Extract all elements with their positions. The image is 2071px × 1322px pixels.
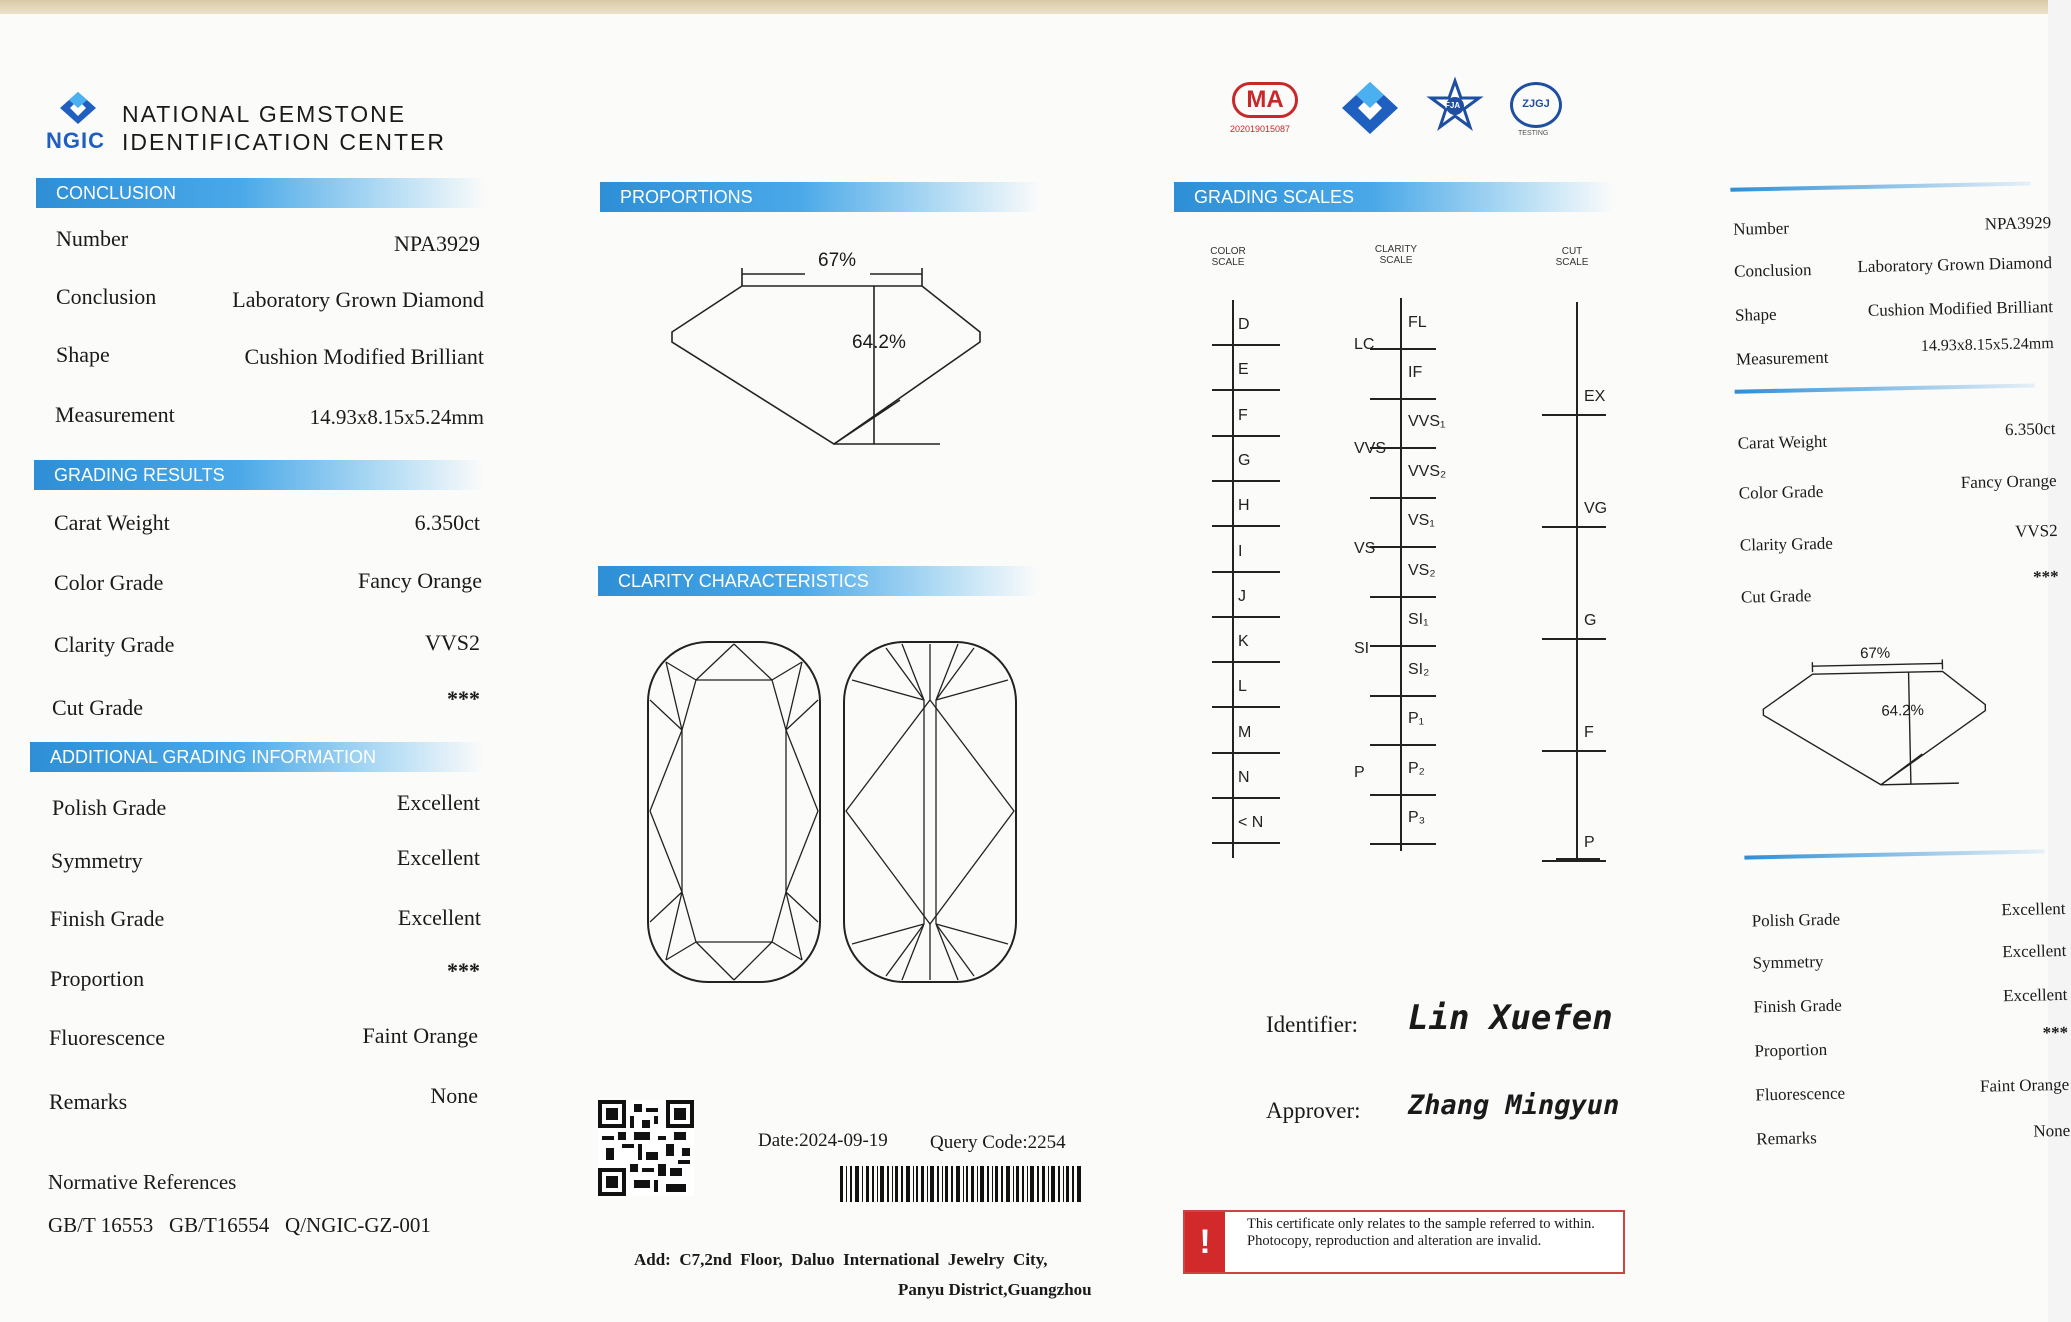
fja-text: FJA (1445, 101, 1461, 110)
color-scale-grade: M (1238, 723, 1252, 741)
clarity-scale-grade: VS₁ (1408, 512, 1435, 529)
clarity-scale-grade: IF (1408, 363, 1423, 381)
clarity-scale-grade: VVS₂ (1408, 462, 1447, 480)
summary-shape-value: Cushion Modified Brilliant (1867, 297, 2054, 320)
proportions-header: PROPORTIONS (600, 182, 1040, 212)
summary-card (1720, 163, 2071, 1190)
identifier-label: Identifier: (1266, 1012, 1358, 1037)
testing-text: TESTING (1518, 130, 1549, 137)
org-name-line2: IDENTIFICATION CENTER (122, 129, 446, 155)
org-name-line1: NATIONAL GEMSTONE (122, 101, 407, 127)
color-scale-grade: I (1238, 542, 1243, 560)
summary-number-label: Number (1733, 218, 1790, 239)
approver-label: Approver: (1266, 1098, 1361, 1123)
cut-scale-grade: VG (1584, 500, 1608, 517)
color-scale-tick (1212, 571, 1280, 573)
clarity-scale-grade: VS₂ (1408, 561, 1436, 579)
summary-conclusion-value: Laboratory Grown Diamond (1857, 253, 2053, 277)
carat-label: Carat Weight (54, 510, 170, 535)
carat-value: 6.350ct (414, 510, 480, 535)
summary-cut-label: Cut Grade (1740, 586, 1812, 607)
color-grade-value: Fancy Orange (357, 568, 482, 593)
ngic-logo-icon (52, 90, 104, 130)
cut-scale-grade: P (1584, 834, 1595, 851)
color-grade-label: Color Grade (54, 570, 164, 595)
color-scale-grade: H (1238, 497, 1250, 515)
cut-scale-axis (1576, 302, 1578, 862)
proportion-label: Proportion (50, 966, 145, 991)
clarity-scale-title: CLARITY SCALE (1374, 244, 1418, 266)
summary-remarks-label: Remarks (1756, 1128, 1817, 1149)
clarity-scale-tick (1370, 645, 1436, 647)
measurement-value: 14.93x8.15x5.24mm (309, 405, 484, 429)
proportion-value: *** (447, 958, 480, 983)
clarity-scale-tick (1370, 398, 1436, 400)
color-scale-grade: < N (1238, 814, 1264, 832)
color-scale-grade: G (1238, 451, 1251, 469)
clarity-scale-grade: P₃ (1408, 809, 1426, 826)
clarity-scale-tick (1370, 843, 1436, 845)
clarity-scale-grade: FL (1408, 314, 1427, 331)
summary-shape-label: Shape (1734, 304, 1777, 325)
cut-scale-grade: F (1584, 724, 1594, 741)
cma-mark-icon (1232, 82, 1298, 118)
cma-text: MA (1246, 86, 1284, 113)
cut-scale-tick (1542, 860, 1606, 862)
summary-conclusion-label: Conclusion (1733, 260, 1812, 281)
clarity-scale-grade: SI₂ (1408, 660, 1430, 678)
identifier-signature: Lin Xuefen (1408, 998, 1613, 1038)
measurement-label: Measurement (55, 402, 175, 427)
color-scale-tick (1212, 752, 1280, 754)
additional-info-header: ADDITIONAL GRADING INFORMATION (30, 742, 484, 772)
remarks-value: None (430, 1083, 478, 1108)
number-value: NPA3929 (394, 231, 480, 256)
clarity-grade-label: Clarity Grade (54, 632, 175, 657)
summary-table-percent: 67% (1859, 644, 1891, 663)
proportions-diagram (670, 250, 990, 460)
cut-scale-tick (1542, 638, 1606, 640)
query-code: Query Code:2254 (930, 1132, 1066, 1153)
clarity-scale-tick (1370, 596, 1436, 598)
color-scale-tick (1212, 842, 1280, 844)
clarity-scale-tick (1370, 794, 1436, 796)
cut-scale-grade: G (1584, 612, 1597, 629)
clarity-scale-tick (1370, 695, 1436, 697)
remarks-label: Remarks (49, 1089, 128, 1114)
fluorescence-value: Faint Orange (362, 1023, 478, 1048)
grading-results-header: GRADING RESULTS (34, 460, 484, 490)
color-scale-grade: E (1238, 361, 1249, 379)
shape-label: Shape (56, 342, 110, 367)
summary-divider-3 (1744, 849, 2044, 859)
cut-scale-title: CUT SCALE (1555, 246, 1589, 268)
clarity-scale-grade: P₂ (1408, 759, 1425, 777)
color-scale-grade: L (1238, 678, 1247, 696)
barcode (840, 1166, 1084, 1202)
summary-carat-label: Carat Weight (1737, 431, 1828, 453)
clarity-scale-tick (1370, 546, 1436, 548)
cma-number: 202019015087 (1230, 124, 1291, 134)
color-scale-grade: F (1238, 406, 1248, 424)
color-scale-grade: J (1238, 587, 1246, 605)
conclusion-value: Laboratory Grown Diamond (232, 287, 484, 312)
summary-number-value: NPA3929 (1984, 213, 2052, 234)
conclusion-label: Conclusion (56, 284, 157, 309)
summary-symmetry-value: Excellent (2002, 940, 2067, 962)
clarity-scale-group: P (1354, 764, 1365, 781)
summary-proportion-value: *** (2042, 1022, 2069, 1043)
finish-value: Excellent (397, 905, 481, 930)
color-scale-tick (1212, 797, 1280, 799)
clarity-scale-group: VS (1354, 540, 1376, 557)
summary-depth-percent: 64.2% (1881, 701, 1925, 720)
grading-scales-header: GRADING SCALES (1174, 182, 1614, 212)
color-scale-tick (1212, 480, 1280, 482)
clarity-scale-grade: VVS₁ (1408, 413, 1446, 430)
clarity-scale-grade: P₁ (1408, 710, 1425, 727)
table-percent: 67% (818, 250, 857, 271)
symmetry-label: Symmetry (51, 848, 143, 873)
depth-percent: 64.2% (852, 332, 906, 353)
summary-cut-value: *** (2032, 567, 2059, 587)
zjgj-text: ZJGJ (1522, 98, 1550, 110)
cut-grade-value: *** (447, 686, 480, 711)
address-line2: Panyu District,Guangzhou (898, 1280, 1092, 1299)
summary-finish-label: Finish Grade (1753, 995, 1843, 1017)
normative-references-title: Normative References (48, 1170, 237, 1194)
summary-symmetry-label: Symmetry (1752, 952, 1824, 973)
clarity-characteristics-header: CLARITY CHARACTERISTICS (598, 566, 1038, 596)
normative-references-codes: GB/T 16553 GB/T16554 Q/NGIC-GZ-001 (48, 1213, 431, 1237)
clarity-scale-tick (1370, 348, 1436, 350)
cut-grade-label: Cut Grade (52, 695, 144, 720)
summary-fluorescence-label: Fluorescence (1755, 1083, 1846, 1105)
color-scale-tick (1212, 435, 1280, 437)
polish-value: Excellent (396, 790, 480, 815)
clarity-scale-tick (1370, 497, 1436, 499)
cut-scale-tick (1542, 526, 1606, 528)
color-scale-grade: K (1238, 633, 1249, 651)
summary-clarity-label: Clarity Grade (1739, 533, 1834, 555)
summary-measurement-value: 14.93x8.15x5.24mm (1920, 335, 2054, 355)
summary-finish-value: Excellent (2002, 984, 2068, 1006)
address-line1: Add: C7,2nd Floor, Daluo International Jewelry City, (634, 1250, 1048, 1269)
clarity-grade-value: VVS2 (424, 630, 480, 655)
color-scale-title: COLOR SCALE (1210, 246, 1246, 268)
clarity-scale-tick (1370, 744, 1436, 746)
cut-scale-tick (1542, 750, 1606, 752)
summary-divider-2 (1735, 383, 2035, 393)
color-scale-grade: N (1238, 769, 1250, 786)
issue-date: Date:2024-09-19 (758, 1130, 888, 1151)
fluorescence-label: Fluorescence (49, 1025, 166, 1050)
summary-carat-value: 6.350ct (2004, 419, 2056, 440)
summary-clarity-value: VVS2 (2014, 521, 2058, 541)
summary-color-value: Fancy Orange (1960, 471, 2057, 493)
summary-polish-value: Excellent (2001, 898, 2066, 920)
summary-divider-1 (1730, 182, 2030, 192)
ngic-diamond-icon (1340, 80, 1400, 136)
color-scale-tick (1212, 706, 1280, 708)
clarity-scale-grade: SI₁ (1408, 611, 1429, 628)
clarity-scale-group: VVS (1354, 440, 1387, 457)
shape-value: Cushion Modified Brilliant (244, 344, 484, 369)
clarity-plot-diagram (646, 640, 1026, 990)
color-scale-tick (1212, 616, 1280, 618)
summary-measurement-label: Measurement (1735, 347, 1829, 369)
number-label: Number (56, 226, 129, 251)
clarity-scale-group: SI (1354, 640, 1370, 657)
ngic-abbr: NGIC (46, 128, 105, 153)
cut-scale-end (1556, 858, 1600, 860)
color-scale-tick (1212, 389, 1280, 391)
cut-scale-grade: EX (1584, 388, 1606, 405)
color-scale-grade: D (1238, 316, 1250, 333)
finish-label: Finish Grade (50, 906, 165, 931)
symmetry-value: Excellent (396, 845, 480, 870)
summary-proportion-label: Proportion (1754, 1039, 1828, 1061)
summary-color-label: Color Grade (1738, 481, 1824, 503)
qr-code (598, 1100, 694, 1196)
warning-box (1183, 1210, 1625, 1274)
warning-text: This certificate only relates to the sample referred to within. Photocopy, reproduction and alteration are invalid. (1247, 1216, 1595, 1249)
clarity-scale-group: LC (1354, 336, 1375, 353)
cut-scale-tick (1542, 414, 1606, 416)
summary-fluorescence-value: Faint Orange (1979, 1074, 2070, 1096)
summary-remarks-value: None (2033, 1120, 2071, 1141)
color-scale-axis (1232, 300, 1234, 858)
polish-label: Polish Grade (52, 795, 167, 820)
color-scale-tick (1212, 661, 1280, 663)
warning-icon: ! (1185, 1212, 1225, 1272)
summary-proportions-diagram (1760, 644, 1993, 799)
summary-polish-label: Polish Grade (1751, 909, 1841, 931)
color-scale-tick (1212, 344, 1280, 346)
approver-signature: Zhang Mingyun (1408, 1090, 1620, 1121)
conclusion-header: CONCLUSION (36, 178, 486, 208)
color-scale-tick (1212, 525, 1280, 527)
zjgj-mark-icon (1510, 82, 1562, 128)
clarity-scale-axis (1400, 298, 1402, 851)
